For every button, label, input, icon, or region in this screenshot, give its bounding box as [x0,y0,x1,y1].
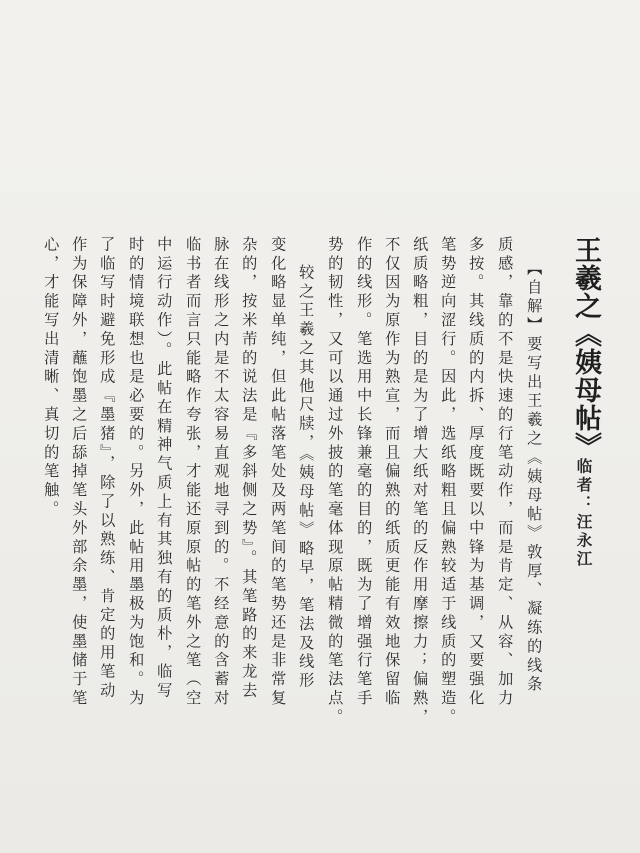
text-column-4: 笔势逆向涩行。因此，选纸略粗且偏熟较适于线质的塑造。 [439,236,458,728]
text-column-11: 杂的，按米芾的说法是『多斜侧之势』。其笔路的来龙去 [240,236,259,701]
text-column-6: 不仅因为原作为熟宣，而且偏熟的纸质更能有效地保留临 [383,236,402,709]
text-column-1: 【自解】要写出王羲之《姨母帖》敦厚、凝练的线条 [525,260,544,695]
text-column-15: 时的情境联想也是必要的。另外，此帖用墨极为饱和。为 [127,236,146,709]
text-column-16: 了临写时避免形成『墨猪』，除了以熟练、肯定的用笔动 [98,236,117,701]
text-column-7: 作的线形。笔选用中长锋兼毫的目的，既为了增强行笔手 [355,236,374,709]
text-column-17: 作为保障外，蘸饱墨之后舔掉笔头外部余墨，使墨储于笔 [70,236,89,709]
author-credit: 临者：汪永江 [574,458,594,569]
text-column-14: 中运行动作）。此帖在精神气质上有其独有的质朴，临写 [155,236,174,701]
document-title: 王羲之《姨母帖》 [570,236,601,460]
text-column-10: 变化略显单纯，但此帖落笔处及两笔间的笔势还是非常复 [269,236,288,709]
text-column-18: 心，才能写出清晰、真切的笔触。 [42,236,61,520]
text-column-9: 较之王羲之其他尺牍，《姨母帖》略早，笔法及线形 [297,264,316,692]
text-column-13: 临书者而言只能略作夸张，才能还原原帖的笔外之笔（空 [184,236,203,709]
text-column-12: 脉在线形之内是不太容易直观地寻到的。不经意的含蓄对 [212,236,231,709]
text-column-3: 多按。其线质的内拆、厚度既要以中锋为基调，又要强化 [467,236,486,709]
text-column-2: 质感，靠的不是快速的行笔动作，而是肯定、从容、加力 [496,236,515,709]
text-column-5: 纸质略粗，目的是为了增大纸对笔的反作用摩擦力；偏熟， [411,236,430,728]
text-column-8: 势的韧性，又可以通过外披的笔毫体现原帖精微的笔法点。 [326,236,345,728]
